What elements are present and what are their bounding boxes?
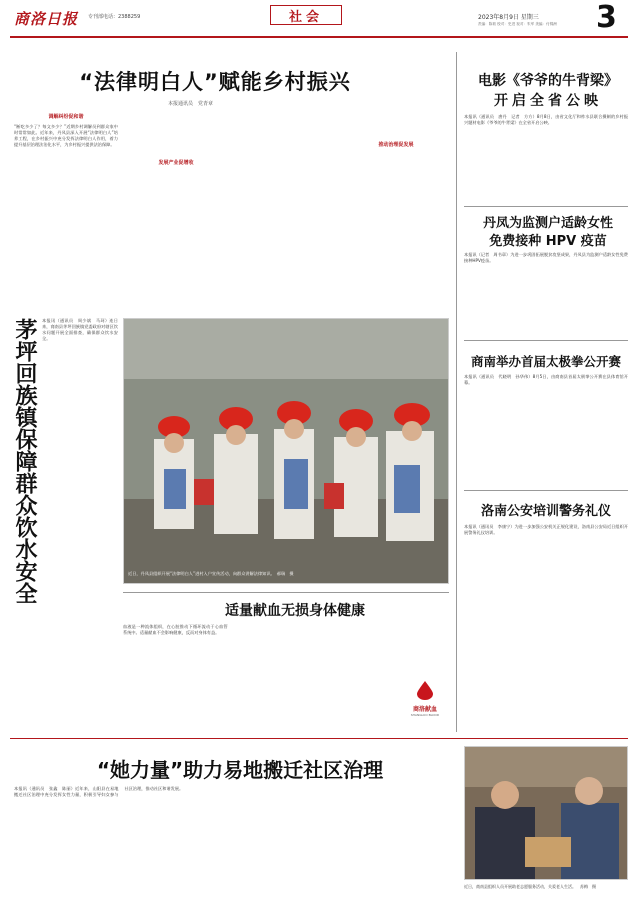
main-col-3	[234, 112, 338, 312]
mid-text-body: 血液是一种流体组织，在心脏推动下循环流动于心血管系统中。适量献血不会影响健康，反而对身体有益。	[123, 624, 228, 635]
main-col-2	[124, 112, 228, 312]
blood-logo	[402, 680, 448, 720]
left-article-text-2	[14, 534, 118, 698]
elder-photo	[464, 746, 628, 880]
bottom-headline: “她力量”助力易地搬迁社区治理	[96, 758, 384, 782]
mid-text	[123, 624, 449, 720]
section-box	[270, 5, 342, 25]
police-text	[464, 524, 628, 734]
hotline: 专刊部电话：2388259	[88, 14, 141, 20]
right-rule-1	[464, 206, 628, 207]
subhead-2: 发展产业促增收	[158, 160, 194, 166]
blood-logo-cn: 商洛献血	[412, 706, 437, 713]
main-photo	[123, 318, 449, 584]
subhead-1: 调解纠纷促和谐	[48, 114, 84, 120]
section-label: 社会	[288, 10, 323, 25]
photo-caption: 近日，丹凤县组织开展“法律明白人”进村入户宣传活动，向群众讲解法律知识。 郝瑞 摄	[128, 571, 294, 576]
left-headline: 茅坪回族镇保障群众饮水安全	[12, 318, 37, 604]
film-text	[464, 114, 628, 206]
main-byline: 本报通讯员 党青章	[168, 101, 214, 107]
left-article-lead: 本报讯（通讯员 周少斌 马珂）连日来，商南县茅坪回族镇党委政府对辖区饮水问题开展全面排查，确保群众饮水安全。	[42, 318, 118, 341]
editor-line: 责编：陈莉 校对：史进 视对：朱军 美编：付锦洲	[478, 22, 557, 26]
right-rule-3	[464, 490, 628, 491]
film-headline-l2: 开启全省公映	[494, 93, 602, 109]
bottom-text-body: 本报讯（通讯员 张鑫 陈丽）近年来，山阳县在易地搬迁社区治理中充分发挥女性力量，积极引导妇女参与社区治理，推动社区和谐发展。	[14, 786, 184, 797]
bottom-text	[14, 786, 450, 904]
mid-headline: 适量献血无损身体健康	[225, 603, 365, 619]
hpv-text-body: 本报讯（记者 周书章）为进一步巩固拓展脱贫攻坚成果，丹凤县为监测户适龄女性免费接种HPV疫苗。	[464, 252, 628, 263]
taichi-text-body: 本报讯（通讯员 代晓明 孙华伟）8月5日，由商南县首届太极拳公开赛在县体育馆开幕。	[464, 374, 628, 385]
bottom-rule	[10, 738, 628, 739]
blood-drop-icon	[413, 680, 437, 700]
main-col-1	[14, 112, 118, 312]
right-col-divider	[456, 52, 457, 732]
main-headline: “法律明白人”赋能乡村振兴	[79, 70, 351, 94]
hpv-text	[464, 252, 628, 336]
police-text-body: 本报讯（通讯员 李康宁）为进一步加强公安机关正规化建设，洛南县公安局近日组织开展警务礼仪培训。	[464, 524, 628, 535]
page-number: 3	[596, 0, 617, 35]
main-text-1: “断吃多少了？每文多少？”近期乡村调解员到群众家中时常常如此。近年来，丹凤县深入开展“法律明白人”培养工程，在乡村振兴中充分发挥法律明白人作用，着力提升基层治理法治化水平，为乡村振兴提供法治保障。	[14, 124, 118, 147]
taichi-text	[464, 374, 628, 486]
elder-photo-illustration	[465, 747, 628, 880]
main-col-4	[344, 112, 448, 312]
taichi-headline: 商南举办首届太极拳公开赛	[470, 354, 621, 369]
elder-photo-caption: 近日，商南县组织人员开展助老志愿服务活动，关爱老人生活。 苏梅 摄	[464, 884, 596, 889]
subhead-3: 推动治理促发展	[378, 142, 414, 148]
hpv-headline-l2: 免费接种 HPV 疫苗	[489, 234, 607, 249]
blood-logo-en: SHANGLUO BLOOD	[410, 713, 440, 717]
newspaper-logo: 商洛日报	[14, 10, 79, 28]
film-headline-l1: 电影《爷爷的牛背梁》	[478, 73, 618, 89]
film-text-body: 本报讯（通讯员 唐丹 记者 方方）8月8日，由省文化厅和柞水县联合摄制的乡村振兴题材电影《爷爷的牛背梁》在全省开启公映。	[464, 114, 628, 125]
police-headline: 洛南公安培训警务礼仪	[480, 504, 611, 519]
villagers-photo-illustration	[124, 319, 449, 584]
date-line: 2023年8月9日 星期三	[478, 14, 539, 21]
mid-rule	[123, 592, 449, 593]
right-rule-2	[464, 340, 628, 341]
masthead-rule	[10, 36, 628, 38]
hpv-headline-l1: 丹凤为监测户适龄女性	[482, 216, 613, 231]
